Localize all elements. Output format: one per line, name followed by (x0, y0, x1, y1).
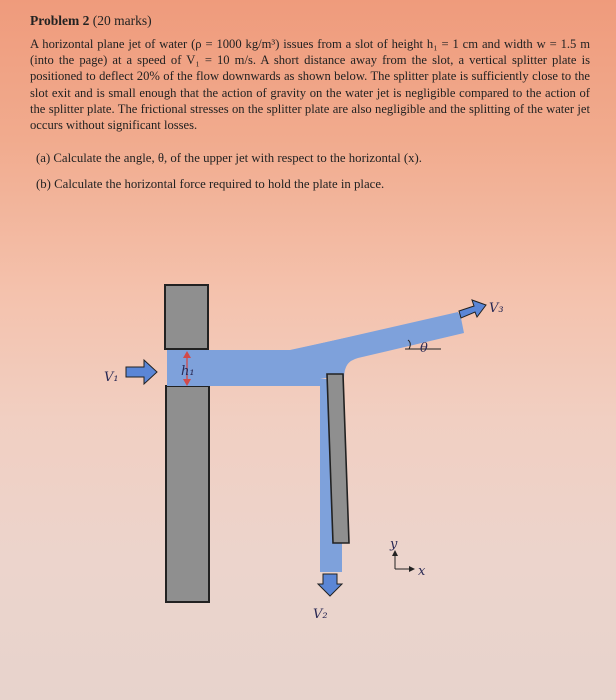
coordinate-axes (392, 550, 415, 572)
lower-slot-block (166, 386, 209, 602)
problem-statement: A horizontal plane jet of water (ρ = 1000 kg/m³) issues from a slot of height h₁ = 1 cm and width w = 1.5 m (into the page) at a speed of V₁ = 10 m/s. A short distance away from the slot, a vertical splitter plate is positioned to deflect 20% of the flow downwards as shown below. The splitter plate is sufficiently close to the slot exit and is small enough that the action of gravity on the water jet is negligible compared to the action of the splitter plate. The frictional stresses on the splitter plate are also negligible and the splitting of the water jet occurs without significant losses. (30, 37, 590, 133)
y-axis-label: y (390, 537, 398, 552)
v2-arrow-icon (318, 574, 342, 596)
v1-label: V₁ (104, 370, 119, 385)
problem-marks: (20 marks) (92, 13, 152, 28)
question-b: (b) Calculate the horizontal force required to hold the plate in place. (36, 177, 385, 191)
problem-heading: Problem 2 (30, 13, 90, 28)
question-a: (a) Calculate the angle, θ, of the upper jet with respect to the horizontal (x). (36, 151, 422, 165)
water-jet-main (167, 312, 462, 572)
v1-arrow-icon (126, 360, 157, 384)
x-axis-label: x (418, 564, 426, 579)
v2-label: V₂ (313, 607, 328, 622)
h1-label: h₁ (181, 364, 195, 379)
v3-arrow-icon (459, 300, 486, 318)
v3-label: V₃ (489, 301, 504, 316)
theta-label: θ (420, 341, 428, 356)
upper-slot-block (165, 285, 208, 349)
